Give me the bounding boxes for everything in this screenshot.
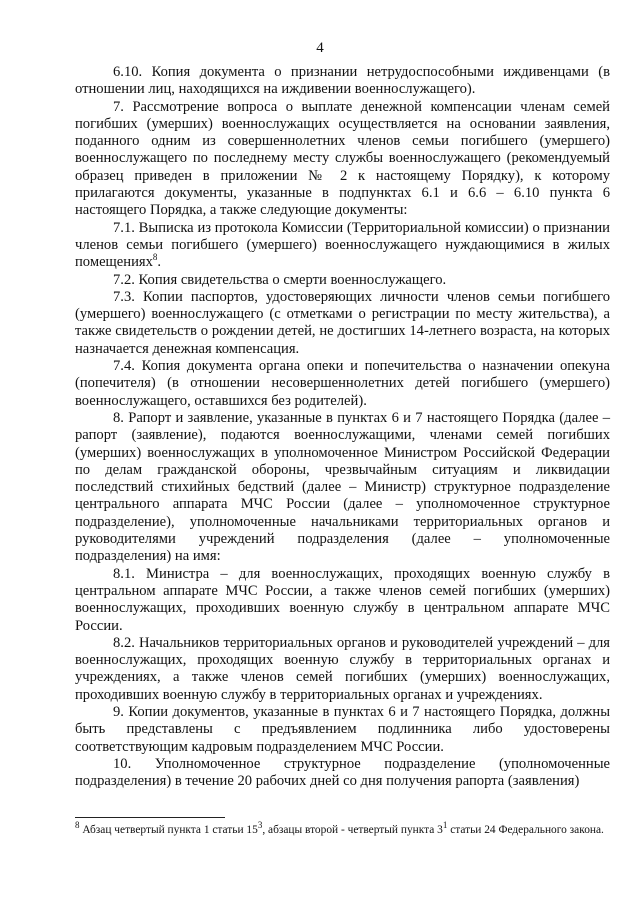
paragraph-7-1-end: . <box>157 254 162 271</box>
footnote-text-b: , абзацы второй - четвертый пункта 3 <box>262 824 443 836</box>
paragraph-7-2: 7.2. Копия свидетельства о смерти военнослужащего. <box>113 271 447 288</box>
document-body <box>75 64 610 790</box>
footnote-divider <box>75 817 225 818</box>
paragraph-7-3: 7.3. Копии паспортов, удостоверяющих личности членов семьи погибшего (умершего) военнослужащего (с отметками о регистрации по месту жительства), а также свидетельств о рождении детей, не достигших 14-летнего возраста, на которых назначается денежная компенсация. <box>75 288 610 357</box>
footnote-reference: 8 <box>152 252 158 263</box>
paragraph-7-1-text: 7.1. Выписка из протокола Комиссии (Территориальной комиссии) о признании членов семьи погибшего (умершего) военнослужащего нуждающимися в жилых помещениях <box>75 219 610 271</box>
footnote-sup-a: 3 <box>257 820 263 831</box>
paragraph-10: 10. Уполномоченное структурное подразделение (уполномоченные подразделения) в течение 20 рабочих дней со дня получения рапорта (заявления) <box>75 755 610 790</box>
paragraph-7-1 <box>75 220 610 272</box>
footnote-text-c: статьи 24 Федерального закона. <box>447 824 604 836</box>
paragraph-8: 8. Рапорт и заявление, указанные в пунктах 6 и 7 настоящего Порядка (далее – рапорт (заявление), подаются военнослужащими, членами семей погибших (умерших) военнослужащих в уполномоченное Министром Российской Федерации по делам гражданской обороны, чрезвычайным ситуациям и ликвидации последствий стихийных бедствий (далее – Министр) структурное подразделение центрального аппарата МЧС России (далее – уполномоченное структурное подразделение), уполномоченные начальниками территориальных органов и руководителями учреждений подразделения (далее – уполномоченные подразделения) на имя: <box>75 409 610 565</box>
paragraph-7-4: 7.4. Копия документа органа опеки и попечительства о назначении опекуна (попечителя) (в отношении несовершеннолетних детей погибшего (умершего) военнослужащего, оставшихся без родителей). <box>75 358 610 409</box>
footnote-mark: 8 <box>75 820 80 831</box>
footnote-text-a: Абзац четвертый пункта 1 статьи 15 <box>79 824 258 836</box>
paragraph-6-10: 6.10. Копия документа о признании нетрудоспособными иждивенцами (в отношении лиц, находящихся на иждивении военнослужащего). <box>75 64 610 98</box>
footnote <box>75 822 610 838</box>
paragraph-8-2: 8.2. Начальников территориальных органов и руководителей учреждений – для военнослужащих, проходящих военную службу в территориальных органах и учреждениях, а также членов семей погибших (умерших) военнослужащих, проходивших военную службу в территориальных органах и учреждениях. <box>75 634 610 703</box>
footnote-sup-b: 1 <box>442 820 448 831</box>
paragraph-8-1: 8.1. Министра – для военнослужащих, проходящих военную службу в центральном аппарате МЧС России, а также членов семей погибших (умерших) военнослужащих, проходивших военную службу в центральном аппарате МЧС России. <box>75 565 610 634</box>
page-number: 4 <box>316 40 324 56</box>
paragraph-7: 7. Рассмотрение вопроса о выплате денежной компенсации членам семей погибших (умерших) военнослужащих осуществляется на основании заявления, поданного одним из совершеннолетних членов семьи погибшего (умершего) военнослужащего по последнему месту службы военнослужащего (рекомендуемый образец приведен в приложении № 2 к настоящему Порядку), к которому прилагаются документы, указанные в подпунктах 6.1 и 6.6 – 6.10 пункта 6 настоящего Порядка, а также следующие документы: <box>75 98 610 219</box>
paragraph-9: 9. Копии документов, указанные в пунктах 6 и 7 настоящего Порядка, должны быть представлены с предъявлением подлинника либо удостоверены соответствующим кадровым подразделением МЧС России. <box>75 703 610 755</box>
